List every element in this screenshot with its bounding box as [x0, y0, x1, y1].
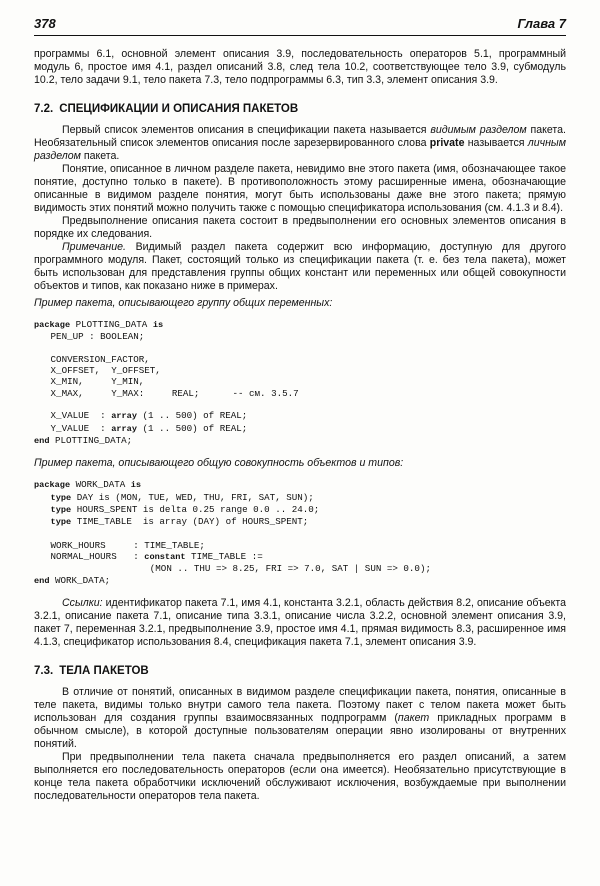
code-line [34, 516, 308, 527]
code-text: PLOTTING_DATA [70, 319, 153, 330]
code-example-work-data [34, 479, 566, 587]
code-keyword: is [130, 480, 142, 491]
code-text [34, 504, 51, 515]
code-text: NORMAL_HOURS : [34, 551, 145, 563]
code-example-plotting-data [34, 319, 566, 447]
code-line [34, 319, 163, 330]
code-keyword: type [50, 504, 72, 515]
code-keyword: is [152, 320, 164, 330]
code-text: TIME_TABLE := [185, 551, 263, 563]
header-rule [34, 35, 566, 36]
code-line [34, 365, 161, 376]
paragraph-private-part: Понятие, описанное в личном разделе пакета, невидимо вне этого пакета (имя, обозначающее такое понятие, доступно только в пакете). В противоположность этому расширенные имена, обозначающие описанные в видимом разделе понятия, могут быть использованы даже вне этого пакета; прямую видимость этих понятий можно получить также с помощью спецификатора использования (см. 4.1.3 и 8.4). [34, 163, 566, 214]
code-text: HOURS_SPENT [71, 503, 143, 515]
references-paragraph: Ссылки: идентификатор пакета 7.1, имя 4.1, константа 3.2.1, область действия 8.2, описание объекта 3.2.1, описание пакета 7.1, описание типа 3.3.1, описание числа 3.2.2, основной элемент описания 3.9, пакет 7, переменная 3.2.1, предвыполнение 3.9, простое имя 4.1, прямая видимость 8.3, расширенное имя 4.1.3, спецификатор использования 8.4, спецификация пакета 7.1, элемент описания 3.9. [34, 596, 566, 648]
code-keyword: constant [144, 552, 186, 563]
code-line [34, 331, 144, 342]
code-line [34, 551, 263, 562]
code-text: Y_VALUE : [34, 422, 112, 434]
section-title: СПЕЦИФИКАЦИИ И ОПИСАНИЯ ПАКЕТОВ [59, 103, 299, 115]
code-line [34, 540, 205, 551]
code-line [34, 504, 319, 515]
code-line [34, 354, 150, 365]
code-text: (1 .. 500) of REAL; [137, 422, 248, 434]
code-keyword: array [111, 411, 137, 422]
code-text [34, 516, 51, 527]
code-text: PEN_UP : BOOLEAN; [34, 331, 145, 343]
code-text: CONVERSION_FACTOR, [34, 353, 150, 365]
code-keyword: array [111, 423, 137, 434]
code-text [34, 492, 51, 503]
code-text: WORK_DATA; [49, 574, 111, 586]
section-title: ТЕЛА ПАКЕТОВ [59, 664, 149, 677]
code-text: DAY [71, 491, 99, 503]
example-1-caption: Пример пакета, описывающего группу общих переменных: [34, 297, 333, 309]
code-line [34, 388, 299, 399]
code-text: WORK_HOURS : TIME_TABLE; [34, 539, 205, 551]
code-keyword: type [50, 517, 72, 528]
code-text: is array (DAY) of HOURS_SPENT; [142, 516, 309, 528]
paragraph-package-body: В отличие от понятий, описанных в видимом разделе спецификации пакета, понятия, описанные в теле пакета, видимы только внутри самого тела пакета. Поэтому пакет с телом пакета может быть использован для создания группы взаимосвязанных подпрограмм (пакет прикладных программ в обычном смысле), в которой доступные пользователям операции явно изолированы от внутренних понятий. [34, 685, 566, 750]
code-text: is delta 0.25 range 0.0 .. 24.0; [142, 503, 320, 515]
references-label: Ссылки: [62, 596, 103, 609]
code-text: PLOTTING_DATA; [49, 434, 133, 446]
code-text: is (MON, TUE, WED, THU, FRI, SAT, SUN); [98, 491, 314, 503]
code-keyword: type [50, 492, 72, 503]
code-text: (1 .. 500) of REAL; [137, 410, 248, 422]
code-keyword: end [34, 435, 50, 446]
code-line [34, 492, 314, 503]
code-text: (MON .. THU => 8.25, FRI => 7.0, SAT | SUN => 0.0); [34, 563, 431, 575]
paragraph-visible-part: Первый список элементов описания в спецификации пакета называется видимым разделом пакета. Необязательный список элементов описания после зарезервированного слова private называется личным разделом пакета. [34, 124, 567, 162]
code-line [34, 376, 144, 387]
code-line [34, 575, 110, 586]
section-7-3-heading [34, 665, 566, 677]
section-number: 7.3. [34, 664, 54, 677]
code-text: X_OFFSET, Y_OFFSET, [34, 365, 161, 377]
code-line [34, 563, 431, 574]
code-keyword: package [34, 320, 71, 330]
code-line [34, 479, 141, 490]
code-keyword: end [34, 575, 50, 586]
page-number: 378 [34, 16, 56, 31]
code-text: X_MIN, Y_MIN, [34, 376, 145, 388]
paragraph-elaboration: Предвыполнение описания пакета состоит в предвыполнении его основных элементов описания в порядке их следования. [34, 215, 566, 240]
chapter-label: Глава 7 [517, 16, 566, 31]
page-body [34, 48, 566, 803]
code-text: WORK_DATA [70, 479, 131, 491]
note-label: Примечание. [62, 241, 126, 253]
code-line [34, 410, 247, 421]
paragraph-note: Примечание. Видимый раздел пакета содержит всю информацию, доступную для другого программного модуля. Пакет, состоящий только из спецификации пакета (т. е. без тела пакета), может быть использован для представления группы общих констант или переменных или общей совокупности объектов и типов, как показано ниже в примерах. [34, 241, 566, 292]
code-text: TIME_TABLE [71, 516, 143, 528]
section-7-2-heading [34, 103, 566, 115]
code-keyword: package [34, 480, 71, 491]
code-text: X_VALUE : [34, 410, 112, 422]
code-line [34, 435, 132, 446]
section-number: 7.2. [34, 103, 54, 115]
running-header [34, 16, 566, 36]
code-line [34, 423, 247, 434]
example-2-caption: Пример пакета, описывающего общую совокупность объектов и типов: [34, 457, 404, 470]
code-text: X_MAX, Y_MAX: REAL; -- см. 3.5.7 [34, 387, 299, 399]
paragraph-body-elaboration: При предвыполнении тела пакета сначала предвыполняется его раздел описаний, а затем выполняется его последовательность операторов (если она имеется). Необязательно присутствующие в конце тела пакета обработчики исключений обслуживают исключения, возбуждаемые при выполнении последовательности операторов тела пакета. [34, 750, 566, 802]
intro-paragraph: программы 6.1, основной элемент описания 3.9, последовательность операторов 5.1, программный модуль 6, простое имя 4.1, раздел описаний 3.8, след тела 10.2, соответствующее тело 3.9, субмодуль 10.2, тело задачи 9.1, тело пакета 7.3, тело подпрограммы 6.3, тип 3.3, элемент описания 3.9. [34, 48, 566, 86]
